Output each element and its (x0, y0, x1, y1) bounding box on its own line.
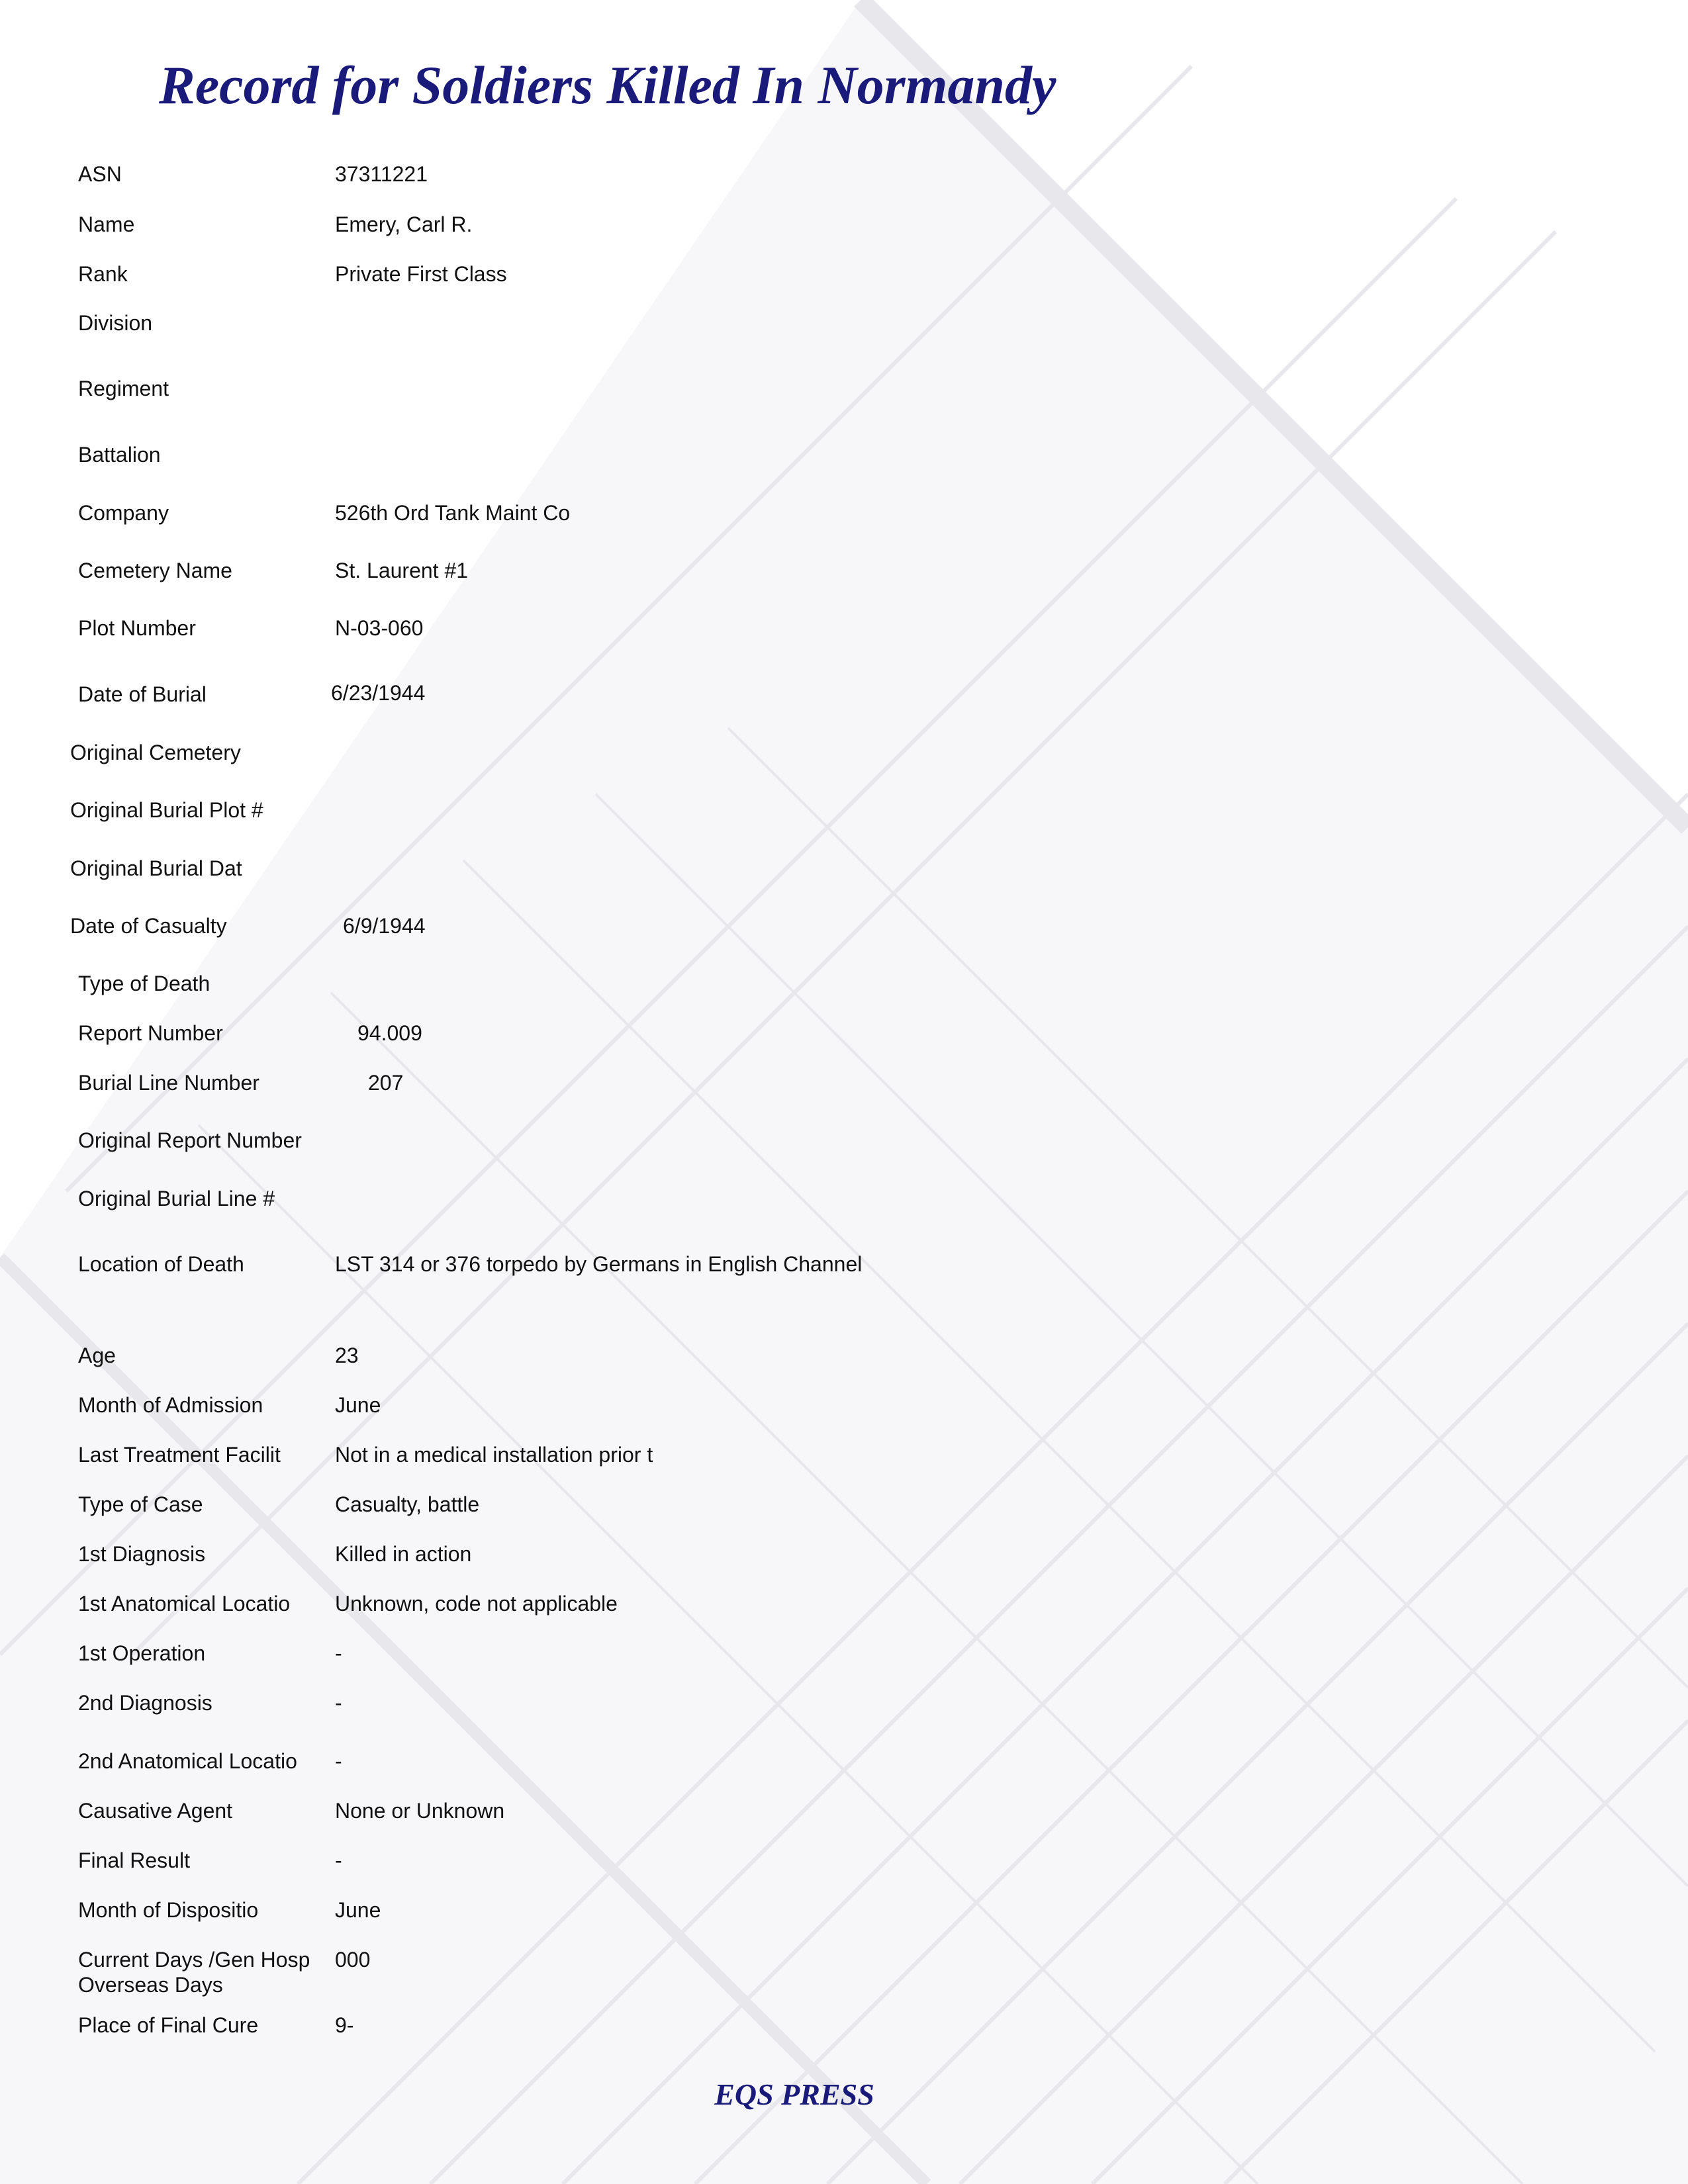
rank-value: Private First Class (335, 262, 507, 286)
report-number-value: 94.009 (357, 1021, 422, 1045)
company-label: Company (78, 501, 169, 525)
plot-number-label: Plot Number (78, 616, 196, 640)
page-title: Record for Soldiers Killed In Normandy (159, 55, 1056, 115)
type-of-case-value: Casualty, battle (335, 1492, 480, 1516)
type-of-case-label: Type of Case (78, 1492, 203, 1516)
final-result-label: Final Result (78, 1848, 190, 1872)
second-diagnosis-value: - (335, 1691, 342, 1715)
date-of-burial-label: Date of Burial (78, 682, 207, 706)
last-treatment-facility-value: Not in a medical installation prior t (335, 1443, 653, 1467)
final-result-value: - (335, 1848, 342, 1872)
asn-value: 37311221 (335, 162, 428, 186)
burial-line-number-value: 207 (368, 1071, 404, 1095)
current-days-gen-hosp-value: 000 (335, 1948, 371, 1972)
original-report-number-label: Original Report Number (78, 1128, 302, 1152)
report-number-label: Report Number (78, 1021, 223, 1045)
original-burial-line-label: Original Burial Line # (78, 1187, 275, 1210)
place-of-final-cure-value: 9- (335, 2013, 354, 2037)
second-anatomical-location-value: - (335, 1749, 342, 1773)
original-burial-plot-label: Original Burial Plot # (70, 798, 263, 822)
location-of-death-value: LST 314 or 376 torpedo by Germans in English Channel (335, 1252, 863, 1276)
causative-agent-label: Causative Agent (78, 1799, 233, 1823)
asn-label: ASN (78, 162, 122, 186)
month-of-disposition-label: Month of Dispositio (78, 1898, 259, 1922)
burial-line-number-label: Burial Line Number (78, 1071, 259, 1095)
location-of-death-label: Location of Death (78, 1252, 244, 1276)
current-days-gen-hosp-label: Current Days /Gen Hosp (78, 1948, 310, 1972)
second-anatomical-location-label: 2nd Anatomical Locatio (78, 1749, 297, 1773)
company-value: 526th Ord Tank Maint Co (335, 501, 571, 525)
division-label: Division (78, 311, 153, 335)
date-of-casualty-value: 6/9/1944 (343, 914, 426, 938)
first-diagnosis-value: Killed in action (335, 1542, 472, 1566)
month-of-admission-label: Month of Admission (78, 1393, 263, 1417)
cemetery-name-label: Cemetery Name (78, 559, 232, 582)
original-cemetery-label: Original Cemetery (70, 741, 241, 764)
name-label: Name (78, 212, 135, 236)
age-value: 23 (335, 1343, 359, 1367)
overseas-days-label: Overseas Days (78, 1973, 223, 1997)
battalion-label: Battalion (78, 443, 161, 467)
last-treatment-facility-label: Last Treatment Facilit (78, 1443, 281, 1467)
publisher-footer: EQS PRESS (714, 2077, 874, 2111)
first-operation-value: - (335, 1641, 342, 1665)
first-operation-label: 1st Operation (78, 1641, 206, 1665)
regiment-label: Regiment (78, 377, 169, 400)
causative-agent-value: None or Unknown (335, 1799, 505, 1823)
type-of-death-label: Type of Death (78, 972, 211, 995)
first-anatomical-location-label: 1st Anatomical Locatio (78, 1592, 291, 1615)
plot-number-value: N-03-060 (335, 616, 424, 640)
date-of-burial-value: 6/23/1944 (331, 681, 426, 705)
date-of-casualty-label: Date of Casualty (70, 914, 227, 938)
cemetery-name-value: St. Laurent #1 (335, 559, 469, 582)
first-anatomical-location-value: Unknown, code not applicable (335, 1592, 618, 1615)
place-of-final-cure-label: Place of Final Cure (78, 2013, 259, 2037)
age-label: Age (78, 1343, 116, 1367)
second-diagnosis-label: 2nd Diagnosis (78, 1691, 212, 1715)
month-of-admission-value: June (335, 1393, 381, 1417)
rank-label: Rank (78, 262, 128, 286)
name-value: Emery, Carl R. (335, 212, 473, 236)
first-diagnosis-label: 1st Diagnosis (78, 1542, 206, 1566)
month-of-disposition-value: June (335, 1898, 381, 1922)
original-burial-date-label: Original Burial Dat (70, 856, 242, 880)
